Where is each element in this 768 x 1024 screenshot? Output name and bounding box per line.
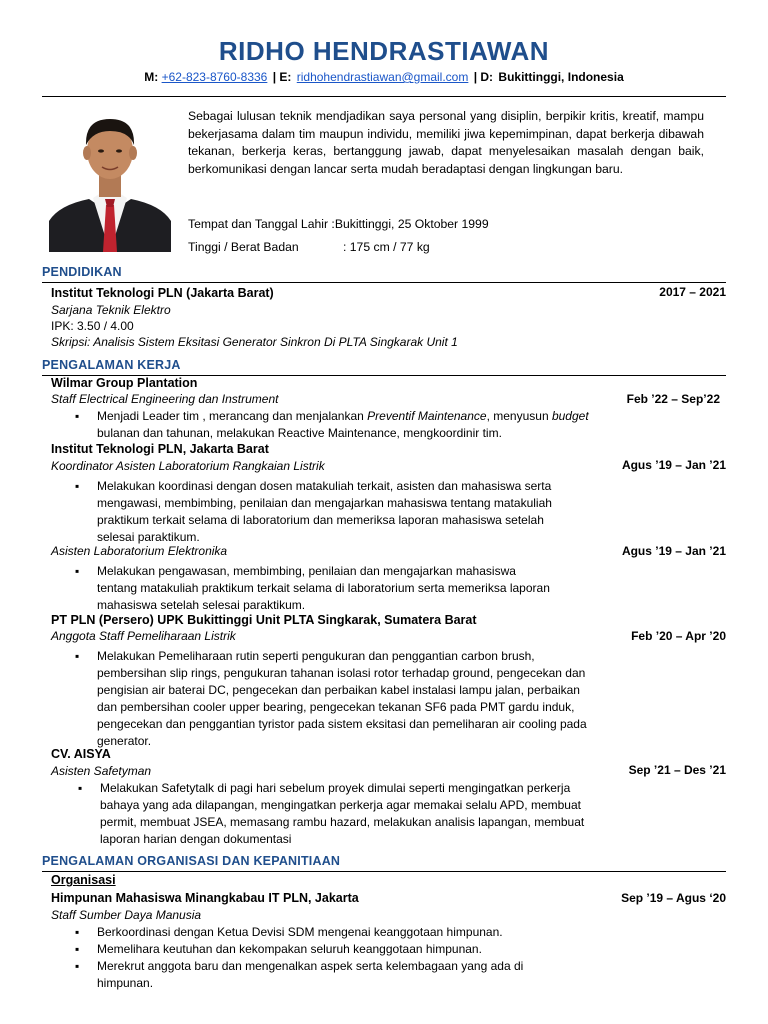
job-bullets-pln — [97, 648, 593, 750]
profile-photo — [49, 109, 171, 252]
list-item: ▪ Berkoordinasi dengan Ketua Devisi SDM mengenai keanggotaan himpunan. — [97, 924, 567, 941]
section-education — [42, 265, 726, 279]
candidate-name: RIDHO HENDRASTIAWAN — [218, 36, 550, 66]
job-role-pln: Anggota Staff Pemeliharaan Listrik — [51, 629, 236, 643]
job-period-aisya: Sep ’21 – Des ’21 — [628, 763, 726, 777]
body-info — [188, 240, 430, 254]
job-period-itpln-coordinator: Agus ’19 – Jan ’21 — [621, 458, 726, 472]
section-title: PENDIDIKAN — [42, 265, 122, 279]
body-label: Tinggi / Berat Badan — [188, 240, 299, 254]
job-bullets-wilmar — [97, 408, 597, 442]
job-role-wilmar: Staff Electrical Engineering dan Instrument — [51, 392, 279, 406]
job-bullets-itpln-coordinator — [97, 478, 567, 546]
list-item: ▪ Menjadi Leader tim , merancang dan menjalankan Preventif Maintenance, menyusun budget bulanan dan tahunan, melakukan Reactive Maintenance, mengkoordinir tim. — [97, 408, 597, 442]
section-title: PENGALAMAN ORGANISASI DAN KEPANITIAAN — [42, 854, 341, 868]
section-divider — [42, 871, 726, 872]
birth-label: Tempat dan Tanggal Lahir : — [188, 217, 335, 231]
job-org-pln: PT PLN (Persero) UPK Bukittinggi Unit PLTA Singkarak, Sumatera Barat — [51, 613, 477, 627]
org-period: Sep ’19 – Agus ‘20 — [621, 891, 726, 905]
domicile-value: Bukittinggi, Indonesia — [498, 70, 624, 84]
org-name: Himpunan Mahasiswa Minangkabau IT PLN, Jakarta — [51, 891, 359, 905]
list-item: ▪ Merekrut anggota baru dan mengenalkan aspek serta kelembagaan yang ada di himpunan. — [97, 958, 567, 992]
section-organization — [42, 854, 726, 868]
organization-subheading: Organisasi — [51, 873, 116, 887]
list-item: ▪ Melakukan Pemeliharaan rutin seperti pengukuran dan penggantian carbon brush, pembersihan slip rings, pengukuran tahanan isolasi rotor terhadap ground, pengecekan dan pengisian air baterai DC, pengecekan dan perbaikan kabel instalasi lampu jalan, perbaikan dan pembersihan cooler upper bearing, pengecekan tekanan SF6 pada PMT gardu induk, pengecekan dan penggantian tyristor pada sistem eksitasi dan pemeliharan air cooling pada generator. — [97, 648, 593, 750]
job-bullets-aisya — [100, 780, 594, 848]
job-org-itpln: Institut Teknologi PLN, Jakarta Barat — [51, 442, 269, 456]
birth-info — [188, 217, 489, 231]
education-period: 2017 – 2021 — [659, 285, 726, 299]
job-period-itpln-assistant: Agus ’19 – Jan ’21 — [621, 544, 726, 558]
section-divider — [42, 282, 726, 283]
phone-link[interactable]: +62-823-8760-8336 — [161, 70, 268, 84]
email-label: | E: — [272, 70, 292, 84]
list-item: ▪ Melakukan koordinasi dengan dosen matakuliah terkait, asisten dan mahasiswa serta mengawasi, membimbing, penilaian dan mengajarkan mahasiswa tentang matakuliah praktikum terkait selama di laboratorium dan memeriksa laporan mahasiswa setelah selesai paraktikum. — [97, 478, 567, 546]
job-role-itpln-coordinator: Koordinator Asisten Laboratorium Rangkaian Listrik — [51, 459, 325, 473]
contact-line — [0, 70, 768, 84]
email-link[interactable]: ridhohendrastiawan@gmail.com — [296, 70, 469, 84]
section-title: PENGALAMAN KERJA — [42, 358, 181, 372]
education-gpa: IPK: 3.50 / 4.00 — [51, 319, 134, 333]
list-item: ▪ Memelihara keutuhan dan kekompakan seluruh keanggotaan himpunan. — [97, 941, 567, 958]
header-divider — [42, 96, 726, 97]
domicile-label: | D: — [473, 70, 494, 84]
job-bullets-itpln-assistant — [97, 563, 559, 614]
job-period-wilmar: Feb ’22 – Sep’22 — [626, 392, 720, 406]
body-value: : 175 cm / 77 kg — [343, 240, 430, 254]
education-institution: Institut Teknologi PLN (Jakarta Barat) — [51, 286, 274, 300]
job-role-aisya: Asisten Safetyman — [51, 764, 152, 778]
education-degree: Sarjana Teknik Elektro — [51, 303, 171, 317]
list-item: ▪ Melakukan Safetytalk di pagi hari sebelum proyek dimulai seperti mengingatkan perkerja bahaya yang ada dilapangan, mengingatkan perkerja agar memakai selalu APD, membuat permit, membuat JSEA, memasang rambu hazard, melakukan analisis lapangan, membuat laporan harian dengan dokumentasi — [100, 780, 594, 848]
job-org-aisya: CV. AISYA — [51, 747, 111, 761]
birth-value: Bukittinggi, 25 Oktober 1999 — [334, 217, 489, 231]
org-bullets — [97, 924, 567, 992]
job-period-pln: Feb ’20 – Apr ’20 — [631, 629, 726, 643]
phone-label: M: — [144, 70, 159, 84]
list-item: ▪ Melakukan pengawasan, membimbing, penilaian dan mengajarkan mahasiswa tentang matakuliah praktikum terkait selama di laboratorium serta memeriksa laporan mahasiswa setelah selesai paraktikum. — [97, 563, 559, 614]
job-role-itpln-assistant: Asisten Laboratorium Elektronika — [51, 544, 228, 558]
org-role: Staff Sumber Daya Manusia — [51, 908, 202, 922]
section-experience — [42, 358, 726, 372]
job-org-wilmar: Wilmar Group Plantation — [51, 376, 198, 390]
education-thesis: Skripsi: Analisis Sistem Eksitasi Generator Sinkron Di PLTA Singkarak Unit 1 — [51, 335, 458, 349]
profile-summary: Sebagai lulusan teknik mendjadikan saya personal yang disiplin, berpikir kritis, kreatif, mampu bekerjasama dalam tim maupun individu, memiliki jiwa kepemimpinan, dapat berkerja dibawah tekanan, berkerja keras, bertanggung jawab, dapat menyelesaikan masalah dengan baik, berkomunikasi dengan lancar serta mudah beradaptasi dengan lingkungan baru. — [188, 109, 704, 176]
